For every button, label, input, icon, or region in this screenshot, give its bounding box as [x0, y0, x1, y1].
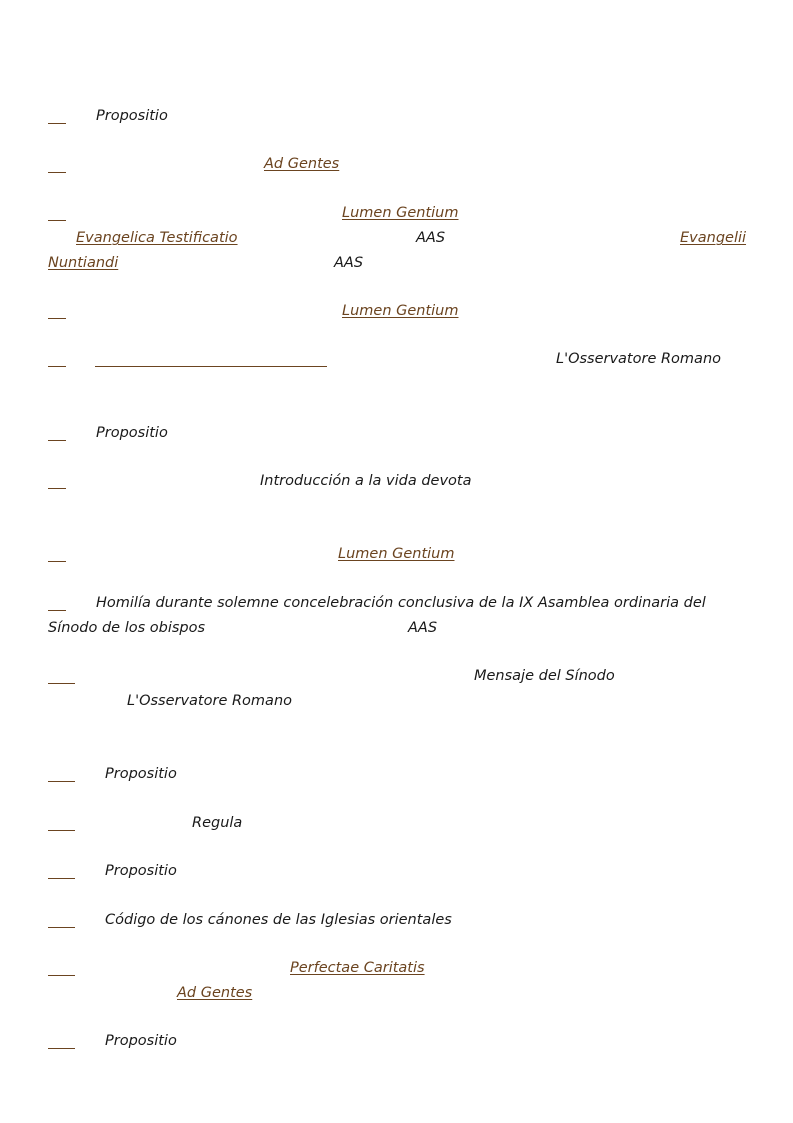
footnote-text: AAS — [416, 230, 446, 246]
footnote-marker[interactable] — [48, 975, 75, 976]
footnote-text: Homilía durante solemne concelebración conclusiva de la IX Asamblea ordinaria del — [96, 595, 706, 611]
footnote-link[interactable]: Lumen Gentium — [342, 205, 459, 221]
footnote-link[interactable]: Lumen Gentium — [342, 303, 459, 319]
footnote-text: L'Osservatore Romano — [556, 351, 722, 367]
footnote-link[interactable]: Ad Gentes — [177, 985, 253, 1001]
footnote-text: Propositio — [105, 1033, 177, 1049]
footnote-text: Código de los cánones de las Iglesias orientales — [105, 912, 452, 928]
footnote-link[interactable]: Ad Gentes — [264, 156, 340, 172]
footnote-marker[interactable] — [48, 927, 75, 928]
footnote-text: L'Osservatore Romano — [127, 693, 293, 709]
footnote-link[interactable]: Lumen Gentium — [338, 546, 455, 562]
footnote-text: Propositio — [96, 425, 168, 441]
footnote-marker[interactable] — [48, 878, 75, 879]
footnote-text: Sínodo de los obispos — [48, 620, 206, 636]
footnote-marker[interactable] — [48, 561, 66, 562]
footnote-marker[interactable] — [48, 1048, 75, 1049]
footnote-text: Propositio — [105, 863, 177, 879]
footnote-link[interactable]: Evangelica Testificatio — [76, 230, 238, 246]
footnote-text: Introducción a la vida devota — [260, 473, 472, 489]
footnote-marker[interactable] — [48, 318, 66, 319]
footnote-marker[interactable] — [48, 366, 66, 367]
footnote-marker[interactable] — [48, 440, 66, 441]
footnote-marker[interactable] — [48, 123, 66, 124]
footnote-marker[interactable] — [48, 610, 66, 611]
footnote-marker[interactable] — [48, 830, 75, 831]
footnote-marker[interactable] — [48, 172, 66, 173]
footnote-text: AAS — [334, 255, 364, 271]
footnote-marker[interactable] — [48, 683, 75, 684]
footnote-link[interactable]: Nuntiandi — [48, 255, 119, 271]
footnote-text: AAS — [408, 620, 438, 636]
footnote-text: Mensaje del Sínodo — [474, 668, 615, 684]
footnote-marker[interactable] — [48, 781, 75, 782]
footnote-marker[interactable] — [48, 220, 66, 221]
footnote-marker[interactable] — [48, 488, 66, 489]
footnote-text: Propositio — [96, 108, 168, 124]
footnote-text: Propositio — [105, 766, 177, 782]
footnote-link[interactable]: Evangelii — [680, 230, 747, 246]
blank-link-line[interactable] — [95, 366, 327, 367]
footnote-link[interactable]: Perfectae Caritatis — [290, 960, 425, 976]
footnote-text: Regula — [192, 815, 243, 831]
